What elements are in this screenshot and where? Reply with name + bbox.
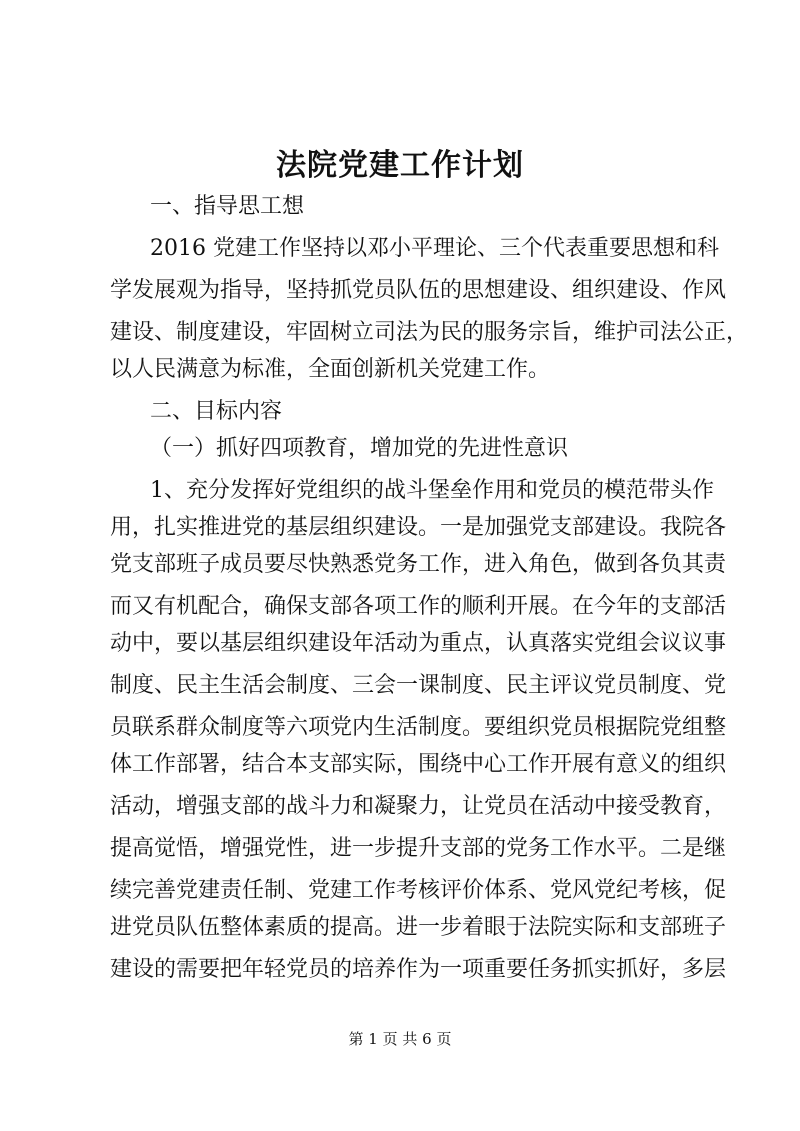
subsection1-heading: （一）抓好四项教育，增加党的先进性意识	[150, 436, 569, 461]
page-number-footer: 第 1 页 共 6 页	[348, 1030, 452, 1048]
para2-line-3: 党支部班子成员要尽快熟悉党务工作，进入角色，做到各负其责	[110, 552, 727, 577]
para2-line-9: 活动，增强支部的战斗力和凝聚力，让党员在活动中接受教育，	[110, 794, 727, 819]
para1-line-2: 学发展观为指导，坚持抓党员队伍的思想建设、组织建设、作风	[110, 278, 727, 303]
para2-line-13: 建设的需要把年轻党员的培养作为一项重要任务抓实抓好，多层	[110, 957, 727, 982]
section2-heading: 二、目标内容	[150, 399, 283, 424]
para1-line-1: 2016 党建工作坚持以邓小平理论、三个代表重要思想和科	[150, 236, 719, 261]
para2-line-5: 动中，要以基层组织建设年活动为重点，认真落实党组会议议事	[110, 631, 727, 656]
document-title: 法院党建工作计划	[276, 148, 524, 183]
para1-line-3: 建设、制度建设，牢固树立司法为民的服务宗旨，维护司法公正，	[110, 320, 749, 345]
para2-line-10: 提高觉悟，增强党性，进一步提升支部的党务工作水平。二是继	[110, 836, 727, 861]
para2-line-4: 而又有机配合，确保支部各项工作的顺利开展。在今年的支部活	[110, 594, 727, 619]
para1-line-4: 以人民满意为标准，全面创新机关党建工作。	[110, 357, 551, 382]
para2-line-2: 用，扎实推进党的基层组织建设。一是加强党支部建设。我院各	[110, 515, 727, 540]
para2-line-7: 员联系群众制度等六项党内生活制度。要组织党员根据院党组整	[110, 715, 727, 740]
section1-heading: 一、指导思工想	[150, 194, 305, 219]
para2-line-6: 制度、民主生活会制度、三会一课制度、民主评议党员制度、党	[110, 673, 727, 698]
para2-line-11: 续完善党建责任制、党建工作考核评价体系、党风党纪考核，促	[110, 878, 727, 903]
para2-line-8: 体工作部署，结合本支部实际，围绕中心工作开展有意义的组织	[110, 752, 727, 777]
para2-line-12: 进党员队伍整体素质的提高。进一步着眼于法院实际和支部班子	[110, 915, 727, 940]
para2-line-1: 1、充分发挥好党组织的战斗堡垒作用和党员的模范带头作	[150, 478, 714, 503]
